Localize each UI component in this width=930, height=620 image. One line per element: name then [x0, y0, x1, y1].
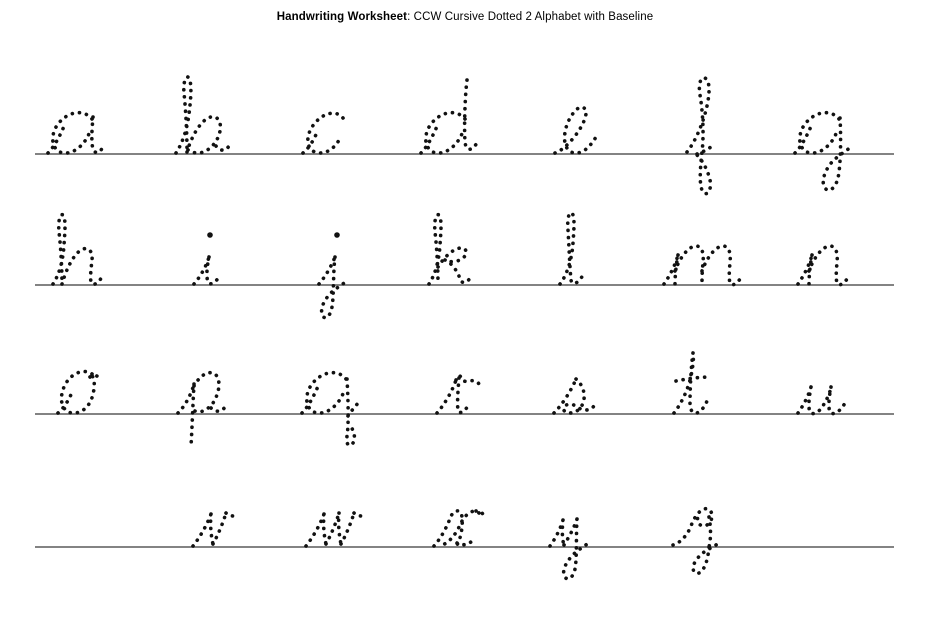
- letter-d-dots: [421, 80, 477, 153]
- letter-e-dots: [555, 107, 597, 153]
- letter-j-dots: [319, 257, 347, 318]
- letter-m: [664, 246, 743, 285]
- letter-v: [193, 513, 239, 546]
- letter-o-dots: [58, 372, 102, 414]
- letter-e: [555, 107, 597, 153]
- letter-g-dots: [795, 113, 850, 190]
- letter-a-dots: [48, 113, 104, 153]
- letter-x-dots: [434, 511, 484, 546]
- letter-r: [437, 376, 479, 413]
- letter-b-dots: [176, 77, 229, 153]
- letter-i-tittle-dot: [207, 232, 213, 238]
- letter-t-dots: [674, 353, 710, 413]
- worksheet-title-label: Handwriting Worksheet: [276, 11, 408, 23]
- letter-i: [194, 232, 220, 284]
- letter-s-dots: [554, 379, 594, 413]
- letter-d: [421, 80, 477, 153]
- letter-u: [798, 387, 845, 414]
- letter-a: [48, 113, 104, 153]
- letter-n-dots: [798, 246, 850, 285]
- letter-x: [434, 511, 484, 546]
- letter-u-dots: [798, 387, 845, 414]
- letter-s: [554, 379, 594, 413]
- letter-y: [550, 519, 590, 579]
- letter-b: [176, 77, 229, 153]
- letter-h: [53, 215, 103, 285]
- letter-v-dots: [193, 513, 239, 546]
- letter-h-dots: [53, 215, 103, 285]
- letter-g: [795, 113, 850, 190]
- letter-q-dots: [302, 373, 358, 446]
- letter-z-dots: [673, 509, 721, 574]
- letter-q: [302, 373, 358, 446]
- worksheet-title-subtitle: : CCW Cursive Dotted 2 Alphabet with Baseline: [407, 11, 654, 23]
- letter-c: [303, 113, 343, 153]
- letter-p-dots: [178, 373, 226, 446]
- letter-z: [673, 509, 721, 574]
- letter-k-dots: [429, 215, 472, 284]
- letter-j: [319, 232, 347, 318]
- letter-l: [560, 213, 583, 284]
- letter-y-dots: [550, 519, 590, 579]
- letter-j-tittle-dot: [334, 232, 340, 238]
- letter-o: [58, 372, 102, 414]
- letter-n: [798, 246, 850, 285]
- letter-w-dots: [306, 513, 367, 546]
- letter-w: [306, 513, 367, 546]
- letter-i-dots: [194, 257, 220, 284]
- letter-f: [687, 78, 713, 194]
- letter-f-dots: [687, 78, 713, 194]
- letter-l-dots: [560, 213, 583, 284]
- letter-t: [674, 353, 710, 413]
- letter-r-dots: [437, 376, 479, 413]
- letter-c-dots: [303, 113, 343, 153]
- letter-k: [429, 215, 472, 284]
- letter-m-dots: [664, 246, 743, 285]
- letter-p: [178, 373, 226, 446]
